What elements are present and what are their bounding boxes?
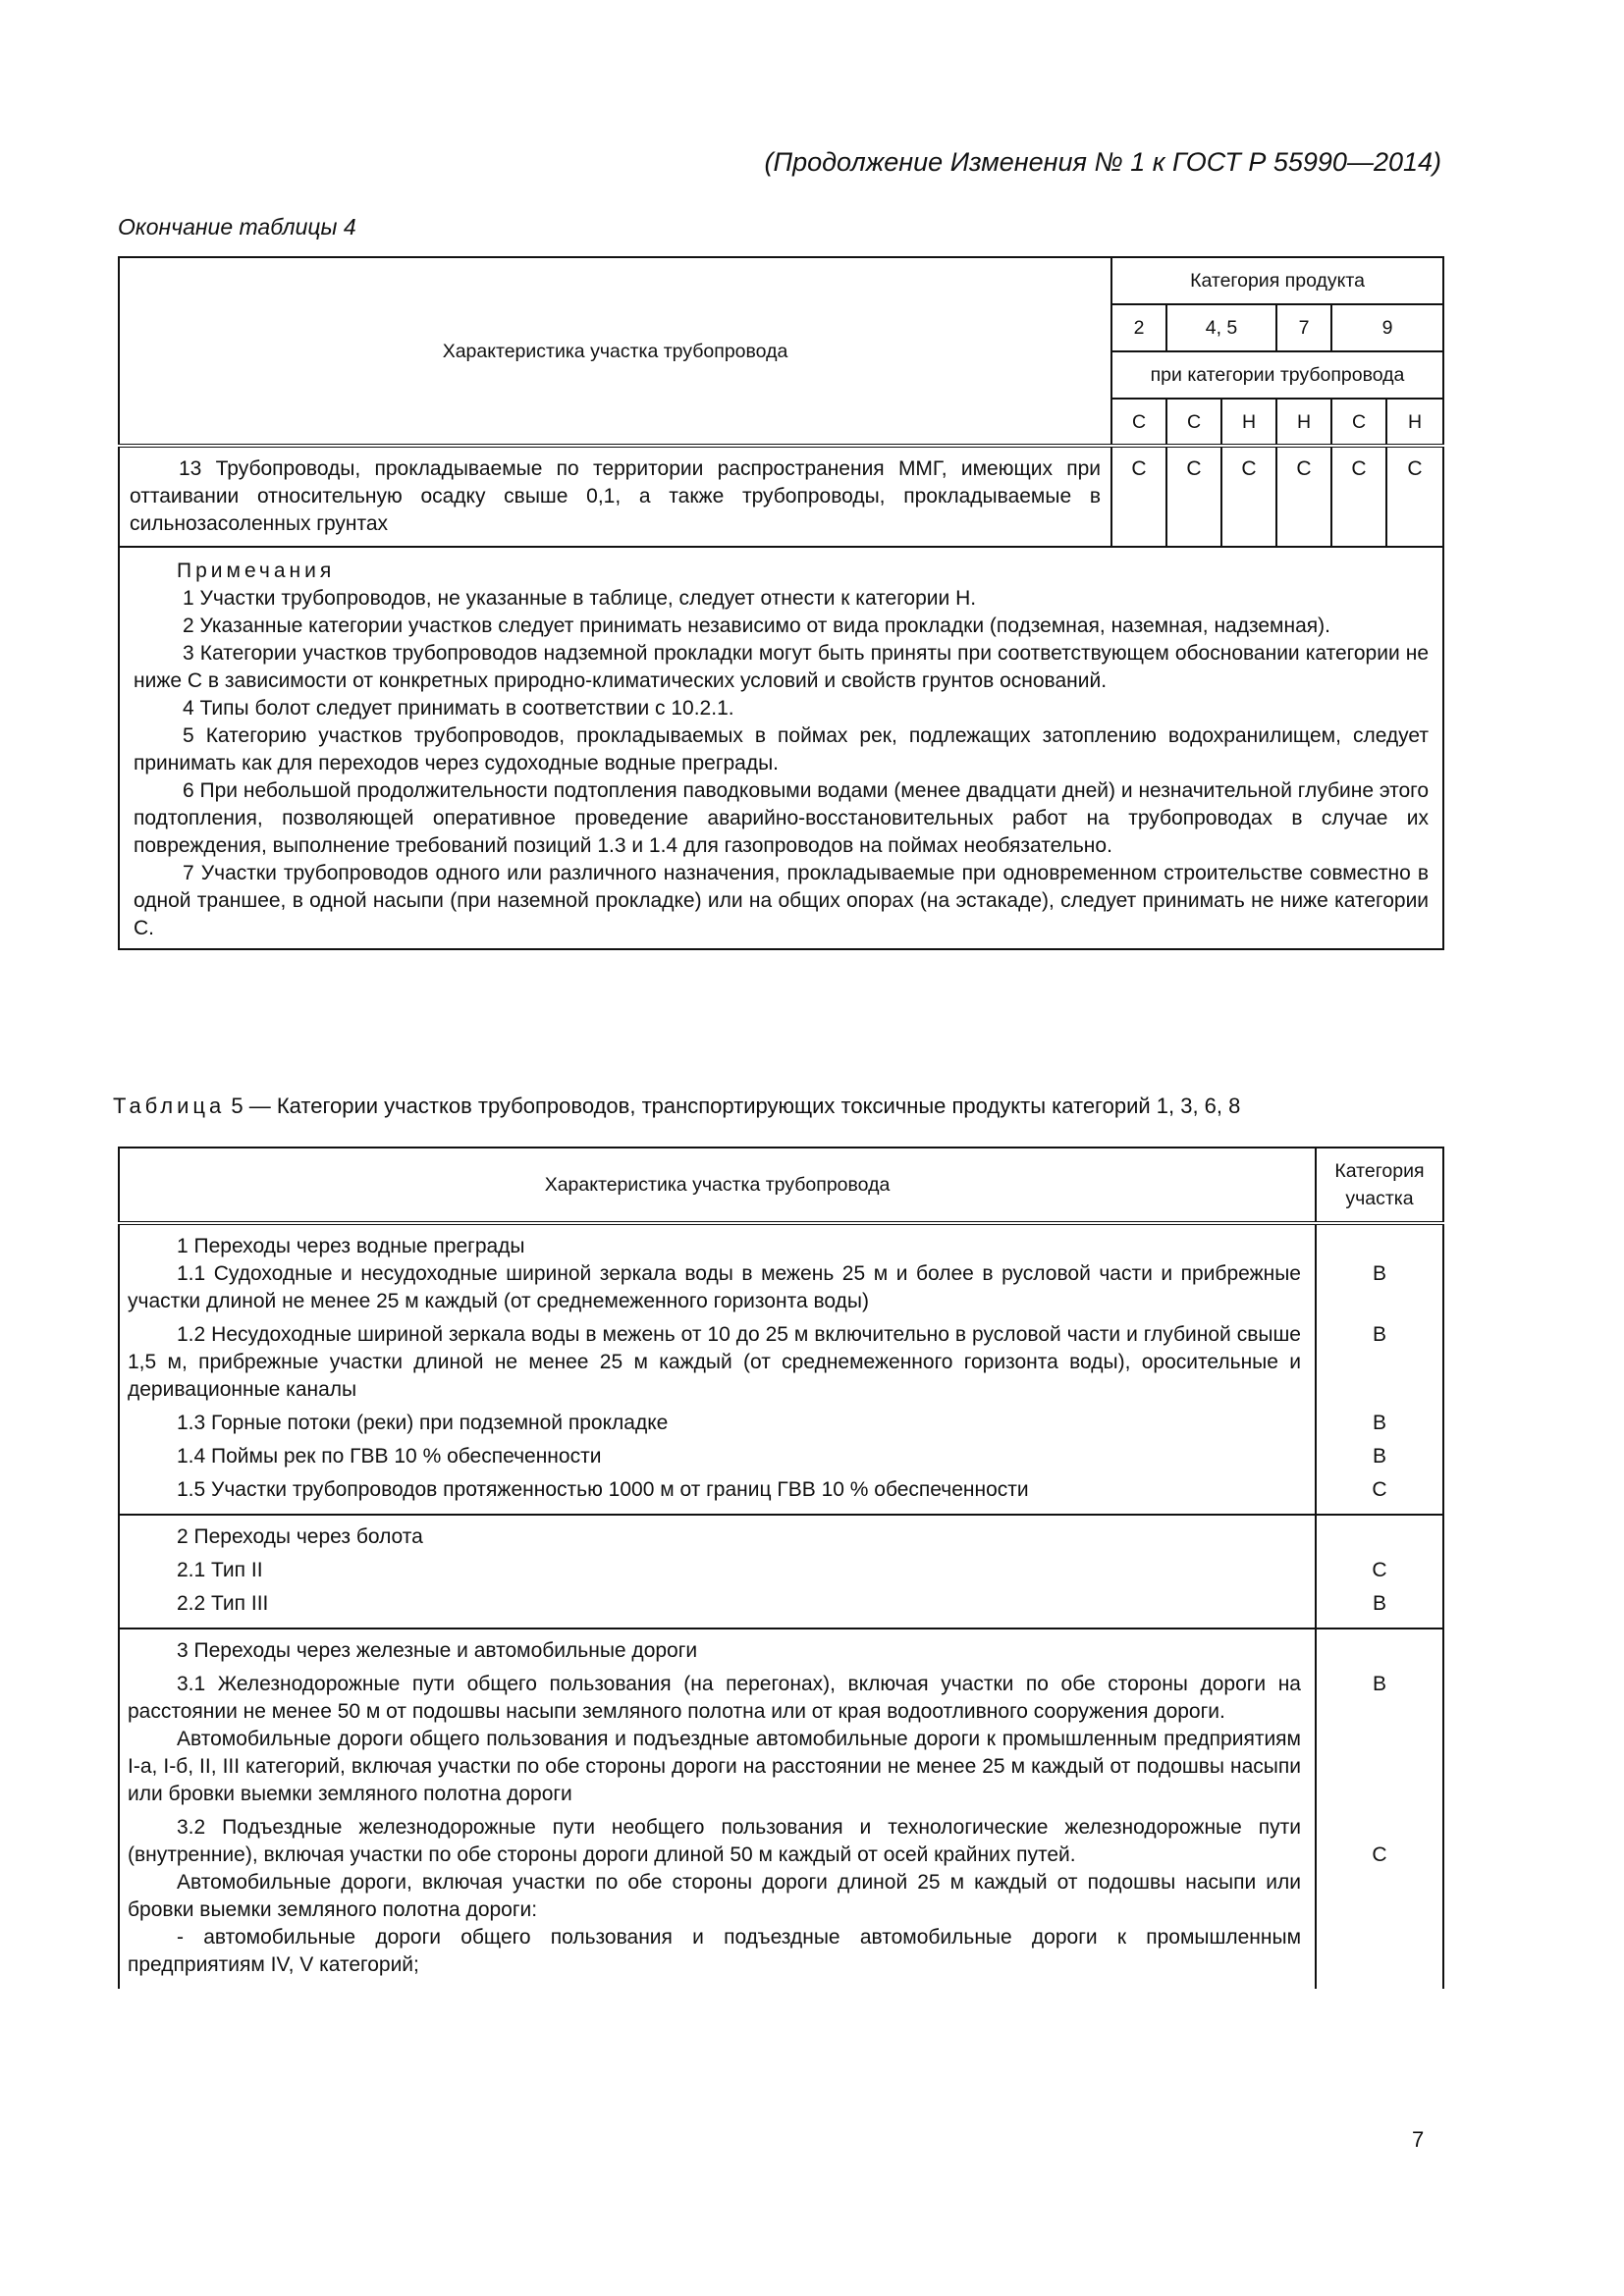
product-category-2: 2 <box>1111 304 1166 351</box>
page-number: 7 <box>1412 2127 1425 2152</box>
category-value: В <box>1372 1445 1386 1468</box>
category-value: В <box>1372 1412 1386 1434</box>
group-item: 2.1 Тип II <box>177 1559 263 1581</box>
table4-notes-row <box>119 547 1443 949</box>
note-item: 2 Указанные категории участков следует принимать независимо от вида прокладки (подземная, наземная, надземная). <box>183 614 1330 637</box>
table5-caption-word: Таблица <box>113 1094 226 1118</box>
note-item: 6 При небольшой продолжительности подтопления паводковыми водами (менее двадцати дней) и незначительной глубине этого подтопления, позволяющей оперативное проведение аварийно-восстановительных работ на трубопроводах в случае их повреждения, выполнение требований позиций 1.3 и 1.4 для газопроводов на поймах необязательно. <box>134 779 1430 857</box>
row-13-mark: С <box>1111 446 1166 547</box>
product-category-7: 7 <box>1276 304 1331 351</box>
group-item: 1.4 Поймы рек по ГВВ 10 % обеспеченности <box>177 1445 602 1468</box>
row-13-mark: С <box>1221 446 1276 547</box>
category-value: В <box>1372 1323 1386 1346</box>
pipeline-category-cell: С <box>1166 399 1221 446</box>
table5-header-category: Категория участка <box>1316 1148 1443 1223</box>
group-item: Автомобильные дороги общего пользования и подъездные автомобильные дороги к промышленным предприятиям I-а, I-б, II, III категорий, включая участки по обе стороны дороги на расстоянии не менее 25 м каждый от подошвы насыпи или бровки выемки земляного полотна дороги <box>128 1728 1301 1805</box>
table4-notes <box>119 547 1443 949</box>
row-13-mark: С <box>1166 446 1221 547</box>
pipeline-category-cell: Н <box>1386 399 1443 446</box>
note-item: 4 Типы болот следует принимать в соответствии с 10.2.1. <box>183 697 734 720</box>
group-item: Автомобильные дороги, включая участки по обе стороны дороги длиной 25 м каждый от подошвы насыпи или бровки выемки земляного полотна дороги: <box>128 1871 1301 1921</box>
category-value: С <box>1372 1478 1387 1501</box>
category-value: В <box>1372 1262 1386 1285</box>
row-13-mark: С <box>1386 446 1443 547</box>
note-item: 7 Участки трубопроводов одного или различного назначения, прокладываемые при одновременном строительстве совместно в одной траншее, в одной насыпи (при наземной прокладке) или на общих опорах (на эстакаде), следует принимать не ниже категории С. <box>134 862 1430 939</box>
category-value: С <box>1372 1843 1387 1866</box>
group-item: 2.2 Тип III <box>177 1592 269 1615</box>
pipeline-category-cell: С <box>1331 399 1386 446</box>
table5-group-3 <box>119 1629 1443 1989</box>
pipeline-category-cell: С <box>1111 399 1166 446</box>
category-value: В <box>1372 1592 1386 1615</box>
row-13-mark: С <box>1331 446 1386 547</box>
pipeline-category-cell: Н <box>1221 399 1276 446</box>
group-title: 1 Переходы через водные преграды <box>177 1235 525 1257</box>
table5-group-2 <box>119 1515 1443 1629</box>
table5 <box>118 1147 1444 1989</box>
category-value: В <box>1372 1673 1386 1695</box>
document-continuation-header: (Продолжение Изменения № 1 к ГОСТ Р 55990—2014) <box>764 147 1441 177</box>
pipeline-category-cell: Н <box>1276 399 1331 446</box>
group-item: - автомобильные дороги общего пользования и подъездные автомобильные дороги к промышленным предприятиям IV, V категорий; <box>128 1926 1301 1976</box>
note-item: 1 Участки трубопроводов, не указанные в таблице, следует отнести к категории Н. <box>183 587 977 610</box>
product-category-4-5: 4, 5 <box>1166 304 1276 351</box>
table5-caption-text: 5 — Категории участков трубопроводов, транспортирующих токсичные продукты категорий 1, 3, 6, 8 <box>231 1094 1241 1118</box>
group-item: 1.3 Горные потоки (реки) при подземной прокладке <box>177 1412 669 1434</box>
product-category-9: 9 <box>1331 304 1443 351</box>
table4 <box>118 256 1444 950</box>
group-title: 3 Переходы через железные и автомобильные дороги <box>177 1639 698 1662</box>
group-item: 3.1 Железнодорожные пути общего пользования (на перегонах), включая участки по обе стороны дороги на расстоянии не менее 50 м от подошвы насыпи земляного полотна или от края водоотливного сооружения дороги. <box>128 1673 1301 1723</box>
group-item: 3.2 Подъездные железнодорожные пути необщего пользования и технологические железнодорожные пути (внутренние), включая участки по обе стороны дороги длиной 50 м каждый от осей крайних путей. <box>128 1816 1301 1866</box>
table4-header-characteristic: Характеристика участка трубопровода <box>119 257 1111 446</box>
row-13-text: 13 Трубопроводы, прокладываемые по территории распространения ММГ, имеющих при оттаивании относительную осадку свыше 0,1, а также трубопроводы, прокладываемые в сильнозасоленных грунтах <box>130 457 1101 535</box>
group-item: 1.1 Судоходные и несудоходные шириной зеркала воды в межень 25 м и более в русловой части и прибрежные участки длиной не менее 25 м каждый (от среднемеженного горизонта воды) <box>128 1262 1301 1312</box>
note-item: 3 Категории участков трубопроводов надземной прокладки могут быть приняты при соответствующем обосновании категории не ниже С в зависимости от конкретных природно-климатических условий и свойств грунтов оснований. <box>134 642 1430 692</box>
group-title: 2 Переходы через болота <box>177 1525 423 1548</box>
table4-header-product-category: Категория продукта <box>1111 257 1443 304</box>
table4-header-pipeline-category: при категории трубопровода <box>1111 351 1443 399</box>
table5-header-characteristic: Характеристика участка трубопровода <box>119 1148 1316 1223</box>
note-item: 5 Категорию участков трубопроводов, прокладываемых в поймах рек, подлежащих затоплению водохранилищем, следует принимать как для переходов через судоходные водные преграды. <box>134 724 1430 774</box>
table4-row-13 <box>119 446 1443 547</box>
group-item: 1.5 Участки трубопроводов протяженностью 1000 м от границ ГВВ 10 % обеспеченности <box>177 1478 1029 1501</box>
table5-caption <box>113 1094 1240 1119</box>
table5-group-1 <box>119 1223 1443 1515</box>
group-item: 1.2 Несудоходные шириной зеркала воды в межень от 10 до 25 м включительно в русловой части и глубиной свыше 1,5 м, прибрежные участки длиной не менее 25 м каждый (от среднемеженного горизонта воды), оросительные и деривационные каналы <box>128 1323 1301 1401</box>
table4-caption: Окончание таблицы 4 <box>118 214 356 240</box>
row-13-mark: С <box>1276 446 1331 547</box>
category-value: С <box>1372 1559 1387 1581</box>
notes-title: Примечания <box>177 560 336 582</box>
